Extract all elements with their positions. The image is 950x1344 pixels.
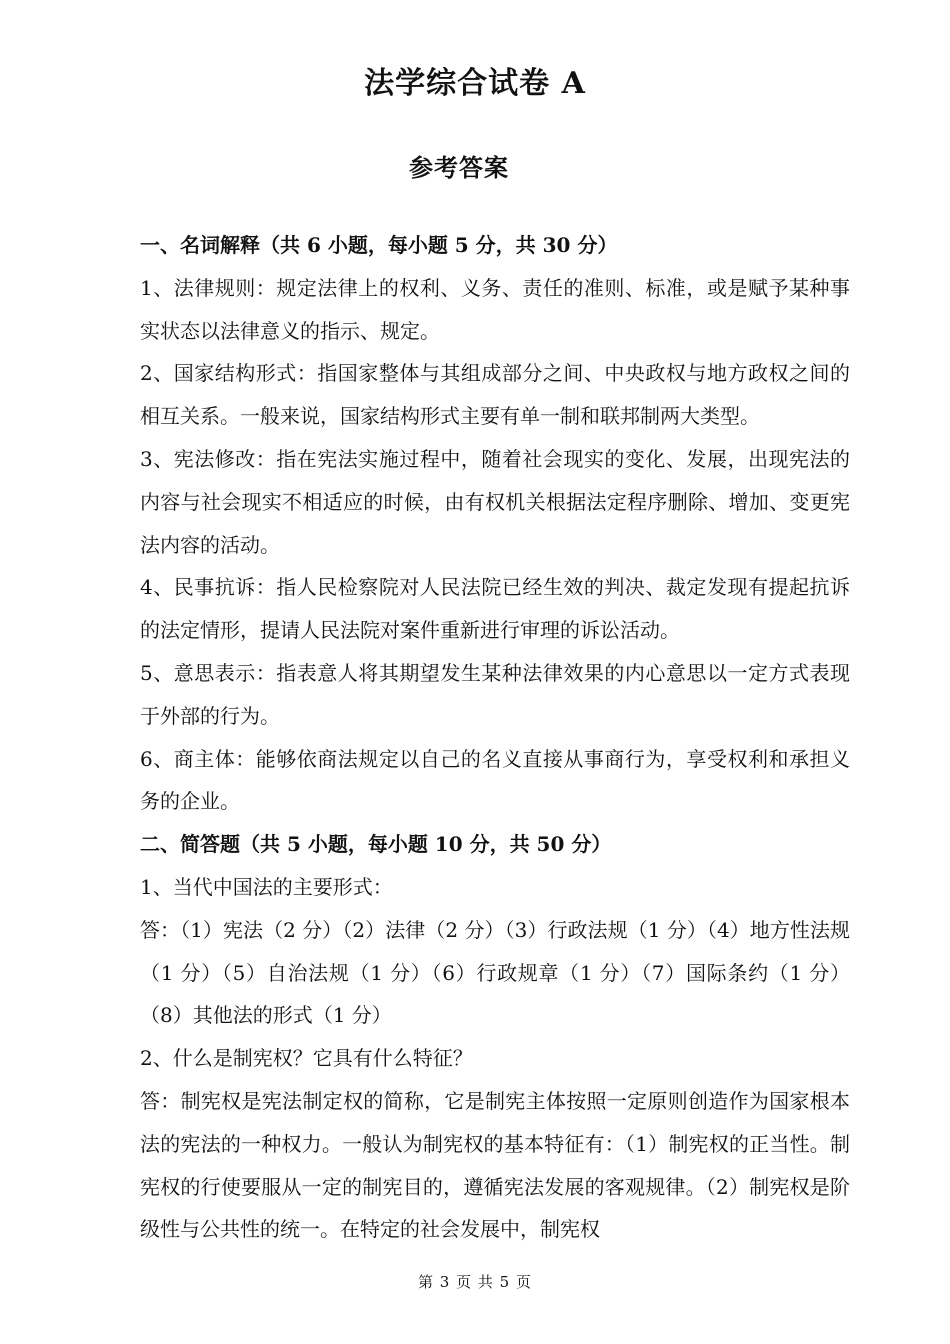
document-title: 法学综合试卷 A (364, 66, 586, 101)
term-definition: 6、商主体：能够依商法规定以自己的名义直接从事商行为，享受权利和承担义务的企业。 (140, 746, 850, 814)
term-definition: 1、法律规则：规定法律上的权利、义务、责任的准则、标准，或是赋予某种事实状态以法律意义的指示、规定。 (140, 275, 850, 343)
section-heading-short-answer: 二、简答题（共 5 小题，每小题 10 分，共 50 分） (140, 832, 612, 857)
answer-text: 答：（1）宪法（2 分）（2）法律（2 分）（3）行政法规（1 分）（4）地方性法规（1 分）（5）自治法规（1 分）（6）行政规章（1 分）（7）国际条约（1 分）（8）其他法的形式（1 分） (140, 917, 850, 1028)
section-heading-terms: 一、名词解释（共 6 小题，每小题 5 分，共 30 分） (140, 233, 618, 257)
term-definition: 3、宪法修改：指在宪法实施过程中，随着社会现实的变化、发展，出现宪法的内容与社会现实不相适应的时候，由有权机关根据法定程序删除、增加、变更宪法内容的活动。 (140, 446, 850, 557)
term-definition: 4、民事抗诉：指人民检察院对人民法院已经生效的判决、裁定发现有提起抗诉的法定情形，提请人民法院对案件重新进行审理的诉讼活动。 (140, 575, 850, 643)
question-text: 2、什么是制宪权？它具有什么特征？ (140, 1046, 473, 1071)
document-body (140, 224, 850, 1251)
page-number-footer: 第 3 页 共 5 页 (418, 1273, 532, 1291)
document-subtitle: 参考答案 (409, 153, 509, 182)
question-text: 1、当代中国法的主要形式： (140, 874, 393, 899)
term-definition: 5、意思表示：指表意人将其期望发生某种法律效果的内心意思以一定方式表现于外部的行为。 (140, 660, 850, 728)
answer-text: 答：制宪权是宪法制定权的简称，它是制宪主体按照一定原则创造作为国家根本法的宪法的一种权力。一般认为制宪权的基本特征有：（1）制宪权的正当性。制宪权的行使要服从一定的制宪目的，遵循宪法发展的客观规律。（2）制宪权是阶级性与公共性的统一。在特定的社会发展中，制宪权 (140, 1088, 850, 1242)
term-definition: 2、国家结构形式：指国家整体与其组成部分之间、中央政权与地方政权之间的相互关系。一般来说，国家结构形式主要有单一制和联邦制两大类型。 (140, 361, 850, 429)
